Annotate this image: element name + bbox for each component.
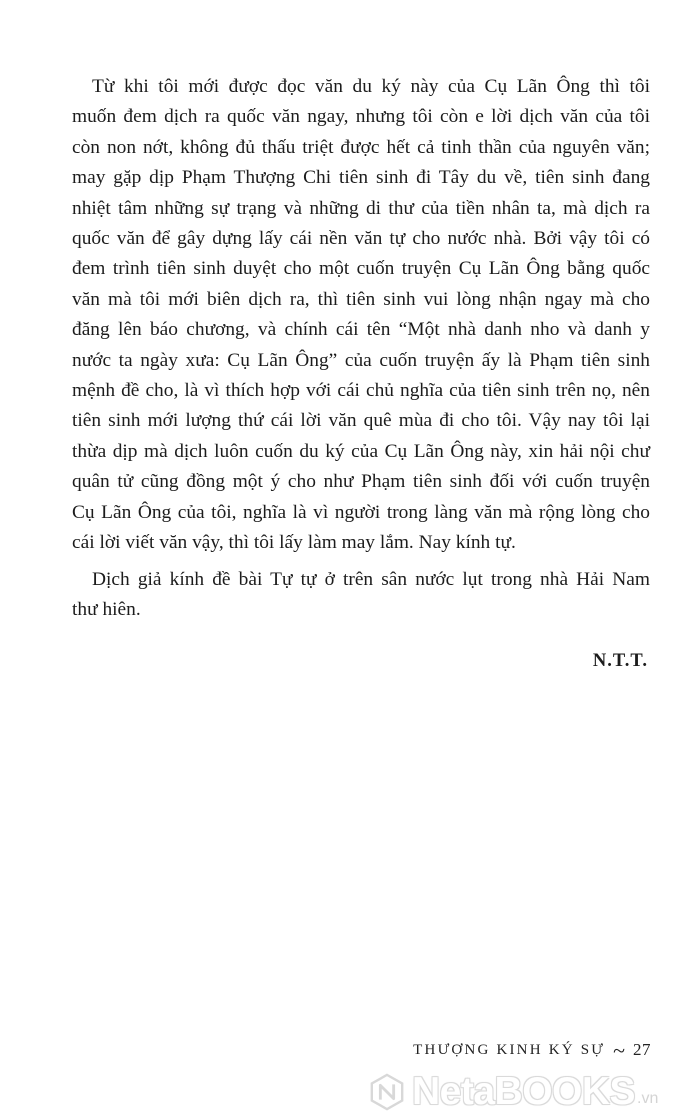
author-signature: N.T.T. bbox=[592, 651, 648, 672]
text-line: muốn đem dịch ra quốc văn ngay, nhưng tôi còn e lời dịch văn của tôi bbox=[72, 106, 650, 128]
page-number: 27 bbox=[633, 1040, 651, 1059]
text-line: Từ khi tôi mới được đọc văn du ký này của Cụ Lãn Ông thì tôi bbox=[92, 76, 650, 97]
text-line: quân tử cũng đồng một ý cho như Phạm tiên sinh đối với cuốn truyện bbox=[72, 471, 650, 493]
paragraph-2 bbox=[72, 565, 650, 626]
text-line: Cụ Lãn Ông của tôi, nghĩa là vì người trong làng văn mà rộng lòng cho bbox=[72, 501, 650, 523]
text-line: mệnh đề cho, là vì thích hợp với cái chủ nghĩa của tiên sinh trên nọ, nên bbox=[72, 380, 650, 402]
watermark-suffix: .vn bbox=[637, 1090, 659, 1107]
text-line: cái lời viết văn vậy, thì tôi lấy làm may lắm. Nay kính tự. bbox=[72, 532, 516, 554]
text-line: tiên sinh mới lượng thứ cái lời văn quê mùa đi cho tôi. Vậy nay tôi lại bbox=[72, 410, 650, 432]
text-line: văn mà tôi mới biên dịch ra, thì tiên sinh vui lòng nhận ngay mà cho bbox=[72, 288, 650, 310]
text-line: nhiệt tâm những sự trạng và những di thư của tiền nhân ta, mà dịch ra bbox=[72, 197, 650, 219]
text-line: còn non nớt, không đủ thấu triệt được hết cả tinh thần của nguyên văn; bbox=[72, 136, 650, 158]
text-line: may gặp dịp Phạm Thượng Chi tiên sinh đi Tây du về, tiên sinh đang bbox=[72, 167, 650, 189]
text-line: Dịch giả kính đề bài Tự tự ở trên sân nước lụt trong nhà Hải Nam bbox=[92, 568, 650, 590]
paragraph-1 bbox=[72, 72, 650, 559]
running-footer bbox=[413, 1037, 651, 1063]
watermark-text: NetaBOOKS bbox=[412, 1070, 636, 1113]
text-line: nước ta ngày xưa: Cụ Lãn Ông” của cuốn truyện ấy là Phạm tiên sinh bbox=[72, 349, 650, 371]
text-line: đăng lên báo chương, và chính cái tên “Một nhà danh nho và danh y bbox=[72, 319, 650, 341]
page-content bbox=[72, 72, 650, 672]
text-line: quốc văn để gây dựng lấy cái nền văn tự cho nước nhà. Bởi vậy tôi có bbox=[72, 228, 650, 250]
watermark bbox=[368, 1072, 658, 1112]
text-line: đem trình tiên sinh duyệt cho một cuốn truyện Cụ Lãn Ông bằng quốc bbox=[72, 258, 650, 280]
netabooks-logo-icon bbox=[368, 1073, 406, 1111]
text-line: thừa dịp mà dịch luôn cuốn du ký của Cụ Lãn Ông này, xin hải nội chư bbox=[72, 440, 650, 462]
text-line: thư hiên. bbox=[72, 598, 141, 620]
footer-separator: ~ bbox=[613, 1037, 625, 1063]
book-title: THƯỢNG KINH KÝ SỰ bbox=[413, 1041, 606, 1058]
